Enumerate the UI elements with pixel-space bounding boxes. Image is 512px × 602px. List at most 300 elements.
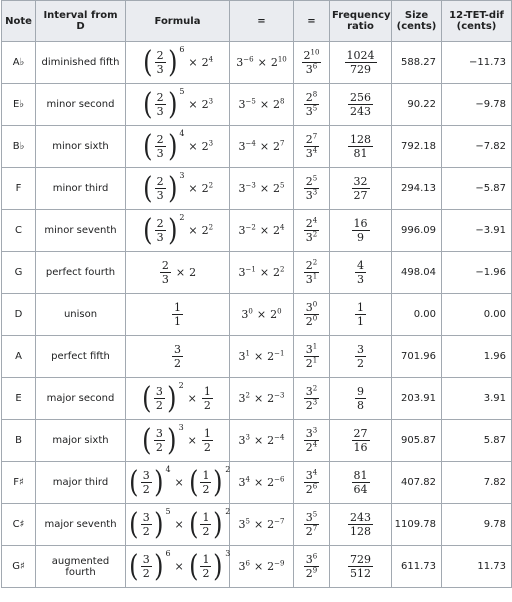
power-term xyxy=(306,469,317,482)
numerator: 3 xyxy=(142,469,150,482)
header-tet xyxy=(442,1,512,42)
power: 2 xyxy=(273,140,281,154)
power-exponent: 4 xyxy=(280,223,285,232)
power: 2 xyxy=(201,140,209,153)
power: 3 xyxy=(238,98,246,112)
fraction xyxy=(352,217,370,244)
power-term xyxy=(306,427,317,440)
power-exponent: −1 xyxy=(274,349,285,358)
power-exponent: 6 xyxy=(312,62,318,71)
times-sign: × xyxy=(187,392,197,405)
formula xyxy=(128,548,231,584)
power: 2 xyxy=(267,350,275,364)
formula-cell xyxy=(126,420,230,462)
power-numerator xyxy=(304,511,319,525)
power: 3 xyxy=(305,385,313,398)
power: 3 xyxy=(305,63,313,76)
power-fraction-cell xyxy=(294,420,330,462)
power: 2 xyxy=(270,56,278,70)
power-exponent: 1 xyxy=(312,272,318,281)
power-term xyxy=(306,189,317,202)
interval-cell: major seventh xyxy=(36,504,126,546)
fraction xyxy=(348,91,373,118)
power-exponent: 4 xyxy=(312,440,318,449)
parenthesized-fraction xyxy=(142,44,185,80)
power-denominator xyxy=(304,273,319,286)
power-term xyxy=(267,434,284,447)
power: 3 xyxy=(238,182,246,196)
power-term xyxy=(238,266,255,279)
denominator: 2 xyxy=(142,525,150,538)
power-fraction-cell xyxy=(294,546,330,588)
note-cell: G♯ xyxy=(2,546,36,588)
power-term xyxy=(306,63,317,76)
power-numerator xyxy=(302,49,322,63)
denominator: 2 xyxy=(203,399,211,412)
power-exponent: 2 xyxy=(208,181,214,190)
exponent-form xyxy=(238,560,284,573)
times-sign: × xyxy=(187,434,197,447)
power-exponent: 3 xyxy=(208,139,214,148)
power-numerator xyxy=(304,217,319,231)
numerator: 27 xyxy=(353,427,368,440)
numerator: 3 xyxy=(174,343,181,356)
power-fraction xyxy=(304,427,319,454)
power-term xyxy=(306,483,317,496)
right-paren: ) xyxy=(153,548,164,584)
denominator: 3 xyxy=(156,63,164,76)
formula xyxy=(142,44,214,80)
times-sign: × xyxy=(257,56,267,70)
power-term xyxy=(267,392,284,405)
power-exponent: 2 xyxy=(280,265,285,274)
tet-cell: 0.00 xyxy=(442,294,512,336)
left-paren: ( xyxy=(188,548,199,584)
header-equals-2: = xyxy=(294,1,330,42)
power: 2 xyxy=(305,259,313,272)
power-term xyxy=(306,399,317,412)
power-exponent: −5 xyxy=(245,97,256,106)
power: 3 xyxy=(305,147,313,160)
power: 3 xyxy=(238,518,246,532)
pythagorean-interval-table xyxy=(1,0,512,588)
table-row xyxy=(2,294,512,336)
interval-cell: major sixth xyxy=(36,420,126,462)
times-sign: × xyxy=(253,518,264,532)
power: 2 xyxy=(305,175,313,188)
size-cell: 0.00 xyxy=(392,294,442,336)
parenthesized-fraction xyxy=(142,128,185,164)
power: 3 xyxy=(238,560,246,574)
power-exponent: 5 xyxy=(245,517,250,526)
power-term xyxy=(306,217,317,230)
power-term xyxy=(238,560,249,573)
power-term xyxy=(306,133,317,146)
exponent-form xyxy=(238,350,284,363)
power: 2 xyxy=(305,315,313,328)
power-term xyxy=(202,140,213,153)
power: 3 xyxy=(305,273,313,286)
power-term xyxy=(238,434,249,447)
power: 3 xyxy=(305,343,313,356)
exponent-form-cell xyxy=(230,252,294,294)
power: 3 xyxy=(238,476,246,490)
exponent: 4 xyxy=(179,129,185,138)
power: 2 xyxy=(201,224,209,237)
table-row xyxy=(2,84,512,126)
power-fraction xyxy=(304,343,319,370)
denominator: 2 xyxy=(202,525,210,538)
power: 3 xyxy=(238,350,246,364)
power: 3 xyxy=(305,553,313,566)
formula-cell xyxy=(126,462,230,504)
power-term xyxy=(189,266,196,279)
parenthesized-fraction xyxy=(128,464,171,500)
power-denominator xyxy=(304,399,319,412)
power-exponent: 2 xyxy=(208,223,214,232)
header-ratio xyxy=(330,1,392,42)
power-term xyxy=(238,224,255,237)
formula-cell xyxy=(126,42,230,84)
exponent: 2 xyxy=(178,381,184,390)
times-sign: × xyxy=(259,182,270,196)
numerator: 81 xyxy=(353,469,368,482)
left-paren: ( xyxy=(143,212,153,248)
right-paren: ) xyxy=(153,464,164,500)
denominator: 8 xyxy=(357,399,364,412)
left-paren: ( xyxy=(143,86,153,122)
size-cell: 90.22 xyxy=(392,84,442,126)
power-exponent: −9 xyxy=(274,559,285,568)
power-numerator xyxy=(304,553,319,567)
times-sign: × xyxy=(256,308,267,322)
right-paren: ) xyxy=(213,548,224,584)
power-term xyxy=(306,175,317,188)
denominator: 1 xyxy=(174,315,181,328)
formula xyxy=(171,301,184,328)
table-row xyxy=(2,462,512,504)
power-exponent: 3 xyxy=(208,97,214,106)
numerator: 128 xyxy=(350,133,371,146)
power: 2 xyxy=(305,217,313,230)
denominator: 3 xyxy=(156,231,164,244)
power-exponent: 2 xyxy=(312,384,318,393)
times-sign: × xyxy=(253,434,264,448)
parenthesized-fraction xyxy=(128,548,171,584)
fraction xyxy=(155,133,166,160)
exponent-form xyxy=(238,476,284,489)
exponent: 3 xyxy=(179,171,185,180)
exponent: 5 xyxy=(179,87,185,96)
times-sign: × xyxy=(253,476,264,490)
fraction xyxy=(202,385,213,412)
fraction xyxy=(155,217,166,244)
size-cell: 792.18 xyxy=(392,126,442,168)
left-paren: ( xyxy=(143,170,153,206)
power-exponent: 1 xyxy=(245,349,250,358)
note-cell: E xyxy=(2,378,36,420)
times-sign: × xyxy=(174,518,184,531)
denominator: 2 xyxy=(203,441,211,454)
numerator: 32 xyxy=(353,175,368,188)
exponent-form xyxy=(238,518,284,531)
numerator: 1 xyxy=(203,427,211,440)
left-paren: ( xyxy=(129,464,139,500)
fraction xyxy=(155,175,166,202)
power-term xyxy=(202,224,213,237)
ratio-cell xyxy=(330,294,392,336)
power-term xyxy=(267,560,284,573)
power-fraction xyxy=(304,133,319,160)
exponent: 4 xyxy=(165,465,171,474)
power: 3 xyxy=(305,301,313,314)
exponent-form-cell xyxy=(230,210,294,252)
fraction xyxy=(355,343,366,370)
exponent-form xyxy=(238,434,284,447)
power: 2 xyxy=(273,182,281,196)
power: 2 xyxy=(305,525,313,538)
denominator: 9 xyxy=(357,231,364,244)
numerator: 1 xyxy=(357,301,364,314)
denominator: 3 xyxy=(161,273,169,286)
power: 2 xyxy=(267,476,275,490)
tet-cell: −3.91 xyxy=(442,210,512,252)
right-paren: ) xyxy=(167,212,178,248)
power-term xyxy=(267,476,284,489)
numerator: 3 xyxy=(142,553,150,566)
power-denominator xyxy=(304,147,319,160)
power-term xyxy=(306,343,317,356)
power-term xyxy=(306,567,317,580)
power-fraction xyxy=(304,217,319,244)
power-exponent: 4 xyxy=(312,468,318,477)
fraction xyxy=(348,511,373,538)
fraction xyxy=(141,553,152,580)
fraction xyxy=(202,427,213,454)
parenthesized-fraction xyxy=(188,548,231,584)
power-exponent: 0 xyxy=(312,314,318,323)
exponent-form-cell xyxy=(230,126,294,168)
power-exponent: 0 xyxy=(248,307,253,316)
table-row xyxy=(2,42,512,84)
power-denominator xyxy=(304,441,319,454)
ratio-cell xyxy=(330,504,392,546)
right-paren: ) xyxy=(213,464,224,500)
fraction xyxy=(141,469,152,496)
power: 2 xyxy=(305,483,313,496)
power-term xyxy=(273,224,284,237)
right-paren: ) xyxy=(167,170,178,206)
exponent-form-cell xyxy=(230,378,294,420)
parenthesized-fraction xyxy=(142,212,185,248)
power-numerator xyxy=(304,133,319,147)
power-exponent: 2 xyxy=(312,258,318,267)
power-exponent: 7 xyxy=(312,132,318,141)
fraction xyxy=(200,469,211,496)
exponent: 2 xyxy=(225,507,231,516)
right-paren: ) xyxy=(153,506,164,542)
power: 3 xyxy=(241,308,249,322)
power-exponent: −4 xyxy=(274,433,285,442)
times-sign: × xyxy=(174,560,184,573)
power-exponent: 1 xyxy=(312,356,318,365)
fraction xyxy=(155,49,166,76)
power: 2 xyxy=(201,182,209,195)
tet-cell: 1.96 xyxy=(442,336,512,378)
denominator: 27 xyxy=(353,189,368,202)
power-denominator xyxy=(304,567,319,580)
times-sign: × xyxy=(253,392,264,406)
power: 2 xyxy=(189,266,197,279)
note-cell: E♭ xyxy=(2,84,36,126)
power: 2 xyxy=(305,133,313,146)
interval-cell: unison xyxy=(36,294,126,336)
power-term xyxy=(238,140,255,153)
ratio-cell xyxy=(330,420,392,462)
power-term xyxy=(238,182,255,195)
power-numerator xyxy=(304,385,319,399)
times-sign: × xyxy=(253,350,264,364)
fraction xyxy=(172,343,183,370)
size-cell: 407.82 xyxy=(392,462,442,504)
denominator: 243 xyxy=(350,105,371,118)
note-cell: C xyxy=(2,210,36,252)
times-sign: × xyxy=(188,98,198,111)
exponent-form xyxy=(238,224,284,237)
denominator: 2 xyxy=(155,441,163,454)
power-exponent: 10 xyxy=(277,55,287,64)
numerator: 2 xyxy=(156,49,164,62)
exponent-form-cell xyxy=(230,168,294,210)
times-sign: × xyxy=(188,56,198,69)
formula xyxy=(128,506,231,542)
interval-cell: perfect fourth xyxy=(36,252,126,294)
size-cell: 996.09 xyxy=(392,210,442,252)
power-fraction-cell xyxy=(294,210,330,252)
parenthesized-fraction xyxy=(128,506,171,542)
formula xyxy=(128,464,231,500)
formula-cell xyxy=(126,336,230,378)
power-term xyxy=(267,518,284,531)
power-term xyxy=(306,385,317,398)
power-term xyxy=(306,357,317,370)
exponent-form-cell xyxy=(230,42,294,84)
note-cell: G xyxy=(2,252,36,294)
numerator: 2 xyxy=(156,217,164,230)
table-row xyxy=(2,420,512,462)
power-exponent: 10 xyxy=(310,48,320,57)
power-fraction xyxy=(304,553,319,580)
power: 3 xyxy=(305,231,313,244)
power-denominator xyxy=(304,63,319,76)
parenthesized-fraction xyxy=(142,170,185,206)
numerator: 1 xyxy=(202,553,210,566)
power: 3 xyxy=(238,140,246,154)
power-term xyxy=(202,98,213,111)
fraction xyxy=(154,427,165,454)
note-cell: D xyxy=(2,294,36,336)
power-term xyxy=(241,308,252,321)
table-row xyxy=(2,504,512,546)
numerator: 1 xyxy=(202,511,210,524)
power-fraction xyxy=(304,301,319,328)
power: 3 xyxy=(305,189,313,202)
note-cell: F xyxy=(2,168,36,210)
formula-cell xyxy=(126,252,230,294)
power-fraction-cell xyxy=(294,504,330,546)
fraction xyxy=(348,553,373,580)
note-cell: B♭ xyxy=(2,126,36,168)
size-cell: 294.13 xyxy=(392,168,442,210)
exponent-form-cell xyxy=(230,462,294,504)
note-cell: F♯ xyxy=(2,462,36,504)
header-size-line1: Size xyxy=(404,10,429,21)
left-paren: ( xyxy=(129,548,139,584)
power-term xyxy=(304,49,320,62)
power-denominator xyxy=(304,315,319,328)
formula-cell xyxy=(126,168,230,210)
exponent-form xyxy=(238,140,284,153)
note-cell: C♯ xyxy=(2,504,36,546)
table-row xyxy=(2,378,512,420)
denominator: 1 xyxy=(357,315,364,328)
tet-cell: 3.91 xyxy=(442,378,512,420)
ratio-cell xyxy=(330,84,392,126)
power-term xyxy=(238,476,249,489)
exponent-form xyxy=(238,182,284,195)
power: 3 xyxy=(238,392,246,406)
power-exponent: 0 xyxy=(277,307,282,316)
power-fraction-cell xyxy=(294,462,330,504)
fraction xyxy=(345,49,377,76)
exponent-form xyxy=(238,266,284,279)
table-row xyxy=(2,252,512,294)
fraction xyxy=(355,301,366,328)
ratio-cell xyxy=(330,252,392,294)
tet-cell: 9.78 xyxy=(442,504,512,546)
table-row xyxy=(2,210,512,252)
times-sign: × xyxy=(259,140,270,154)
numerator: 1024 xyxy=(346,49,375,62)
power-exponent: −3 xyxy=(274,391,285,400)
tet-cell: −1.96 xyxy=(442,252,512,294)
power-exponent: 8 xyxy=(280,97,285,106)
formula-cell xyxy=(126,378,230,420)
times-sign: × xyxy=(188,182,198,195)
exponent-form xyxy=(238,392,284,405)
power: 3 xyxy=(305,511,313,524)
denominator: 3 xyxy=(357,273,364,286)
power: 2 xyxy=(270,308,278,322)
formula xyxy=(159,259,196,286)
power-exponent: 3 xyxy=(312,188,318,197)
power-term xyxy=(306,231,317,244)
fraction xyxy=(160,259,171,286)
header-tet-line1: 12-TET-dif xyxy=(449,10,504,21)
power-exponent: 2 xyxy=(245,391,250,400)
power-exponent: 7 xyxy=(280,139,285,148)
fraction xyxy=(154,385,165,412)
numerator: 1 xyxy=(203,385,211,398)
formula xyxy=(171,343,184,370)
times-sign: × xyxy=(188,140,198,153)
right-paren: ) xyxy=(167,44,178,80)
power-fraction xyxy=(304,469,319,496)
power-fraction-cell xyxy=(294,252,330,294)
numerator: 2 xyxy=(156,175,164,188)
power-numerator xyxy=(304,427,319,441)
power-term xyxy=(273,98,284,111)
